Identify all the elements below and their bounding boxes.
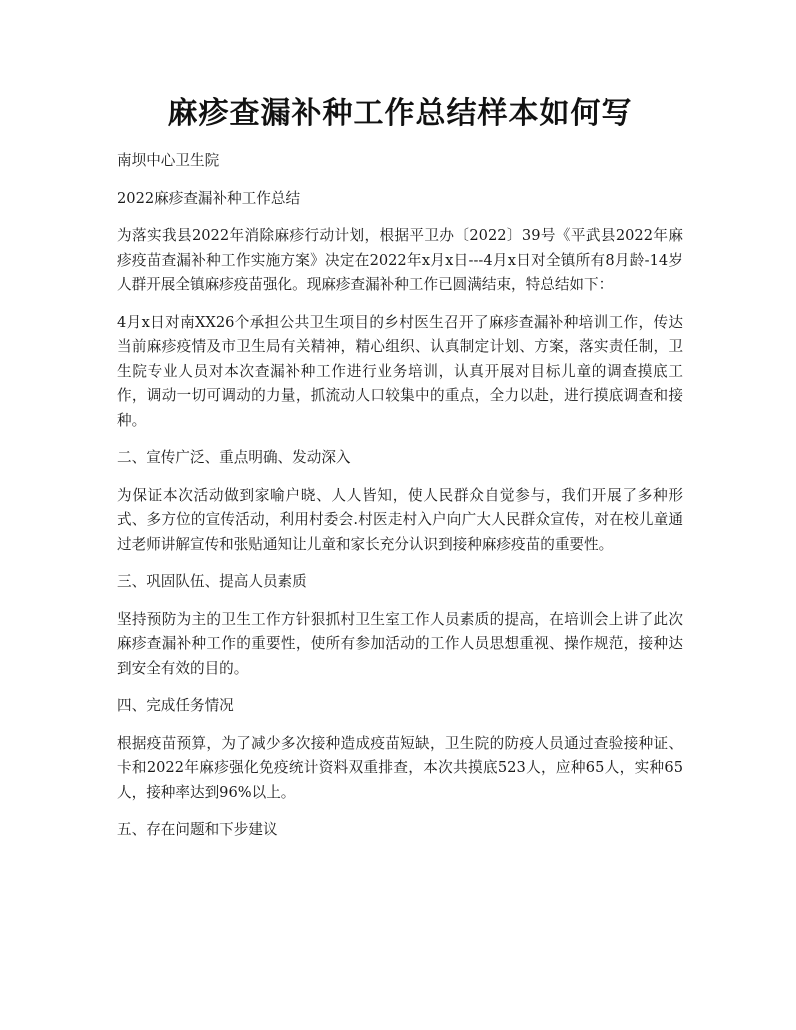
intro-paragraph: 为落实我县2022年消除麻疹行动计划，根据平卫办〔2022〕39号《平武县2022年麻疹疫苗查漏补种工作实施方案》决定在2022年x月x日---4月x日对全镇所有8月龄-14岁人群开展全镇麻疹疫苗强化。现麻疹查漏补种工作已圆满结束，特总结如下：	[117, 227, 683, 293]
section2-heading: 二、宣传广泛、重点明确、发动深入	[117, 449, 351, 466]
section2-paragraph: 为保证本次活动做到家喻户晓、人人皆知，使人民群众自觉参与，我们开展了多种形式、多方位的宣传活动，利用村委会.村医走村入户向广大人民群众宣传，对在校儿童通过老师讲解宣传和张贴通知让儿童和家长充分认识到接种麻疹疫苗的重要性。	[117, 486, 683, 553]
section3-paragraph: 坚持预防为主的卫生工作方针狠抓村卫生室工作人员素质的提高，在培训会上讲了此次麻疹查漏补种工作的重要性，使所有参加活动的工作人员思想重视、操作规范，接种达到安全有效的目的。	[117, 610, 683, 677]
section4-heading: 四、完成任务情况	[117, 697, 234, 714]
section5-heading: 五、存在问题和下步建议	[117, 821, 278, 838]
section1-paragraph: 4月x日对南XX26个承担公共卫生项目的乡村医生召开了麻疹查漏补种培训工作，传达当前麻疹疫情及市卫生局有关精神，精心组织、认真制定计划、方案，落实责任制，卫生院专业人员对本次查漏补种工作进行业务培训，认真开展对目标儿童的调查摸底工作，调动一切可调动的力量，抓流动人口较集中的重点，全力以赴，进行摸底调查和接种。	[117, 313, 683, 429]
document-subtitle: 2022麻疹查漏补种工作总结	[117, 189, 301, 207]
document-page	[117, 0, 683, 843]
section4-paragraph: 根据疫苗预算，为了减少多次接种造成疫苗短缺，卫生院的防疫人员通过查验接种证、卡和2022年麻疹强化免疫统计资料双重排查，本次共摸底523人，应种65人，实种65人，接种率达到96%以上。	[117, 734, 683, 801]
document-title: 麻疹查漏补种工作总结样本如何写	[167, 96, 633, 131]
section3-heading: 三、巩固队伍、提高人员素质	[117, 573, 307, 590]
organization-name: 南坝中心卫生院	[117, 152, 220, 169]
